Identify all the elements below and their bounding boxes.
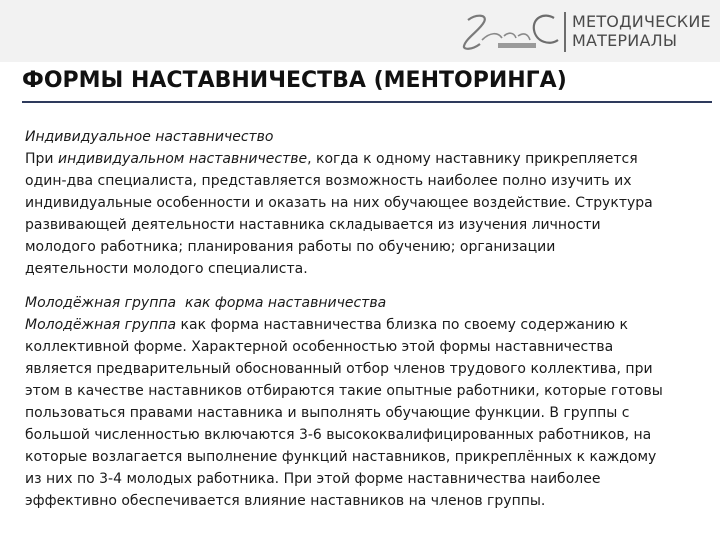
section-gap xyxy=(25,280,715,292)
section-1-line: один-два специалиста, представляется возможность наиболее полно изучить их xyxy=(25,173,632,189)
section-1-first-post: , когда к одному наставнику прикрепляется xyxy=(307,151,638,167)
brand-line-1: МЕТОДИЧЕСКИЕ xyxy=(572,12,711,31)
section-1-line: развивающей деятельности наставника складывается из изучения личности xyxy=(25,217,601,233)
brand-line-2: МАТЕРИАЛЫ xyxy=(572,31,678,50)
logo-script-mark xyxy=(458,10,562,54)
section-2-line: эффективно обеспечивается влияние наставников на членов группы. xyxy=(25,493,546,509)
title-underline xyxy=(22,101,712,103)
section-1-first-pre: При xyxy=(25,151,58,167)
section-2-first-line xyxy=(25,314,715,336)
brand-text xyxy=(572,12,711,50)
section-2-first-em: Молодёжная группа xyxy=(25,317,181,333)
section-2-line: этом в качестве наставников отбираются такие опытные работники, которые готовы xyxy=(25,383,663,399)
section-1-first-line xyxy=(25,148,715,170)
section-1-line: деятельности молодого специалиста. xyxy=(25,261,308,277)
section-1-line: индивидуальные особенности и оказать на них обучающее воздействие. Структура xyxy=(25,195,653,211)
page-title: ФОРМЫ НАСТАВНИЧЕСТВА (МЕНТОРИНГА) xyxy=(22,68,567,93)
section-1-heading: Индивидуальное наставничество xyxy=(25,129,274,145)
section-1-line: молодого работника; планирования работы по обучению; организации xyxy=(25,239,556,255)
logo-divider xyxy=(564,12,566,52)
section-2-line: является предварительный обоснованный отбор членов трудового коллектива, при xyxy=(25,361,653,377)
section-2-line: коллективной форме. Характерной особенностью этой формы наставничества xyxy=(25,339,614,355)
section-2-line: большой численностью включаются 3-6 высококвалифицированных работников, на xyxy=(25,427,652,443)
section-2-heading: Молодёжная группа как форма наставничества xyxy=(25,295,387,311)
section-2-line: которые возлагается выполнение функций наставников, прикреплённых к каждому xyxy=(25,449,657,465)
document-body xyxy=(25,126,715,512)
section-2-line: пользоваться правами наставника и выполнять обучающие функции. В группы с xyxy=(25,405,630,421)
section-2-first-post: как форма наставничества близка по своему содержанию к xyxy=(180,317,628,333)
section-1-first-em: индивидуальном наставничестве xyxy=(57,151,308,167)
section-2-line: из них по 3-4 молодых работника. При этой форме наставничества наиболее xyxy=(25,471,601,487)
